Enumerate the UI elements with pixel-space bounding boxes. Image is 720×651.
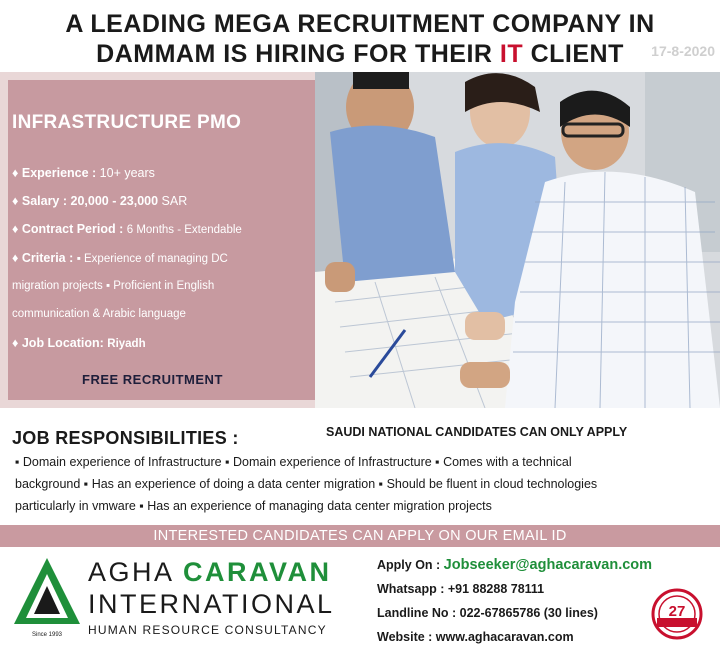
- job-card-frame: [0, 72, 315, 408]
- agha-caravan-logo-icon: [12, 556, 82, 640]
- post-date: 17-8-2020: [651, 43, 715, 59]
- apply-email-row: [377, 557, 652, 573]
- team-photo: [315, 72, 720, 408]
- email-link[interactable]: Jobseeker@aghacaravan.com: [443, 557, 653, 573]
- headline-suffix: CLIENT: [523, 40, 624, 68]
- responsibility-line: particularly in vmware ▪ Has an experience of managing data center migration projects: [15, 499, 492, 513]
- apply-banner: INTERESTED CANDIDATES CAN APPLY ON OUR EMAIL ID: [0, 525, 720, 547]
- brand-name-line-1: [88, 557, 332, 588]
- whatsapp-row: Whatsapp : +91 88288 78111: [377, 582, 545, 596]
- location-row: [12, 336, 146, 350]
- website-link[interactable]: Website : www.aghacaravan.com: [377, 630, 574, 644]
- location-value: Riyadh: [107, 338, 146, 350]
- experience-label: ♦ Experience :: [12, 166, 100, 180]
- experience-value: 10+ years: [99, 166, 155, 180]
- contract-label: ♦ Contract Period :: [12, 222, 127, 236]
- badge-number: 27: [668, 603, 686, 620]
- responsibility-line: ▪ Domain experience of Infrastructure ▪ Domain experience of Infrastructure ▪ Comes with a technical: [15, 455, 572, 469]
- salary-label: ♦ Salary : 20,000 - 23,000: [12, 194, 162, 208]
- landline-row: Landline No : 022-67865786 (30 lines): [377, 606, 598, 620]
- brand-tagline: HUMAN RESOURCE CONSULTANCY: [88, 623, 327, 637]
- experience-row: [12, 166, 155, 180]
- headline-highlight: IT: [499, 40, 524, 68]
- headline-prefix: DAMMAM IS HIRING FOR THEIR: [96, 40, 500, 68]
- location-label: ♦ Job Location:: [12, 336, 108, 350]
- brand-agha: AGHA: [88, 557, 184, 587]
- headline-line-2: [0, 40, 720, 69]
- responsibilities-title: JOB RESPONSIBILITIES :: [12, 428, 239, 448]
- contract-row: [12, 222, 242, 236]
- team-photo-illustration: [315, 72, 720, 408]
- brand-name-line-2: INTERNATIONAL: [88, 589, 335, 619]
- logo-since-text: Since 1993: [31, 632, 63, 638]
- header: [0, 0, 720, 72]
- apply-label: Apply On :: [377, 558, 444, 572]
- salary-unit: SAR: [161, 194, 188, 208]
- job-title: INFRASTRUCTURE PMO: [12, 112, 242, 133]
- criteria-line-2: migration projects ▪ Proficient in English: [12, 280, 215, 292]
- saudi-only-note: SAUDI NATIONAL CANDIDATES CAN ONLY APPLY: [326, 425, 628, 439]
- contract-value: 6 Months - Extendable: [126, 224, 242, 236]
- anniversary-badge-icon: [651, 588, 703, 640]
- responsibility-line: background ▪ Has an experience of doing a data center migration ▪ Should be fluent in cloud technologies: [15, 477, 598, 491]
- responsibilities-list: [15, 451, 715, 517]
- criteria-row: [12, 251, 228, 265]
- brand-caravan: CARAVAN: [183, 557, 332, 587]
- criteria-line-3: communication & Arabic language: [12, 308, 186, 320]
- headline-line-1: A LEADING MEGA RECRUITMENT COMPANY IN: [65, 10, 655, 38]
- free-recruitment-label: FREE RECRUITMENT: [82, 372, 223, 387]
- criteria-label: ♦ Criteria :: [12, 251, 77, 265]
- criteria-line-1: ▪ Experience of managing DC: [76, 253, 228, 265]
- salary-row: [12, 194, 187, 208]
- job-summary-section: [0, 72, 720, 408]
